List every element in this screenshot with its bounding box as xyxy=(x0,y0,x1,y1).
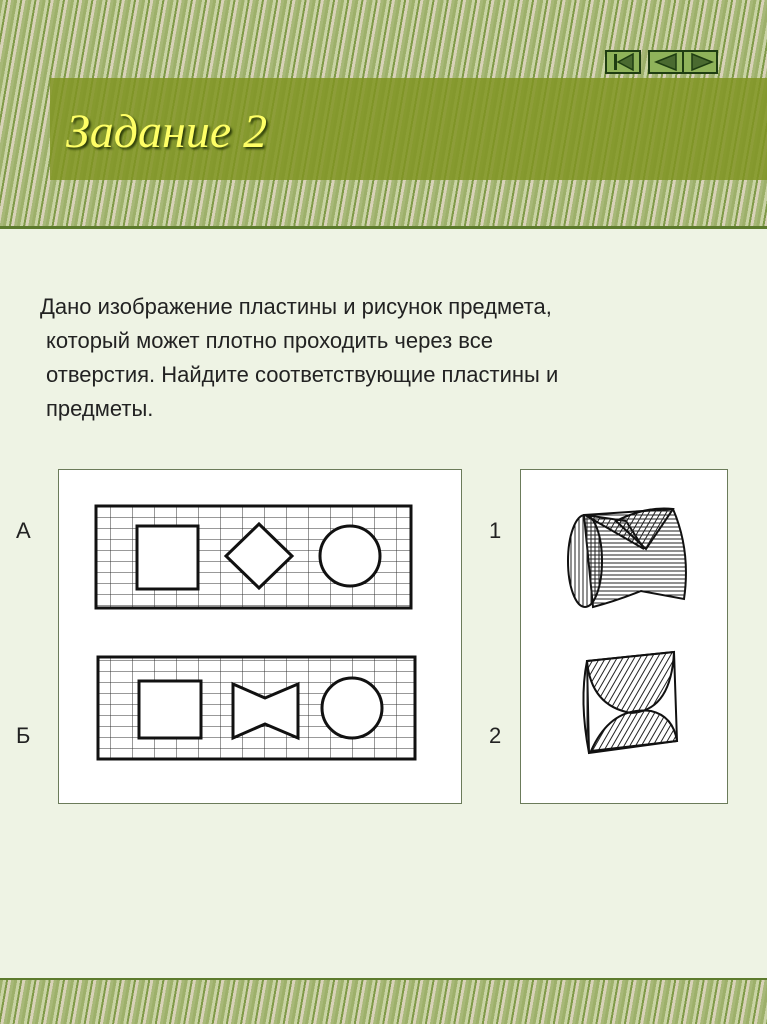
text-line: предметы. xyxy=(46,396,154,421)
object-1 xyxy=(568,509,686,608)
object-label-2: 2 xyxy=(489,723,502,748)
plate-a xyxy=(96,506,411,608)
first-slide-button[interactable] xyxy=(605,50,641,74)
previous-slide-button[interactable] xyxy=(648,50,684,74)
objects-panel xyxy=(520,469,728,804)
next-slide-button[interactable] xyxy=(682,50,718,74)
text-line: Дано изображение пластины и рисунок предмета, xyxy=(40,294,552,319)
grass-footer-background xyxy=(0,980,767,1024)
plate-b xyxy=(98,657,415,759)
header-divider xyxy=(0,226,767,229)
previous-slide-icon xyxy=(650,52,682,72)
object-label-1: 1 xyxy=(489,518,502,543)
text-line: который может плотно проходить через все xyxy=(46,328,493,353)
task-text xyxy=(40,290,730,426)
next-slide-icon xyxy=(684,52,716,72)
plate-label-b: Б xyxy=(16,723,31,748)
text-line: отверстия. Найдите соответствующие пластины и xyxy=(46,362,559,387)
object-2 xyxy=(583,652,677,753)
first-slide-icon xyxy=(607,52,639,72)
plate-label-a: А xyxy=(16,518,31,543)
plates-panel xyxy=(58,469,462,804)
slide-title: Задание 2 xyxy=(66,105,268,158)
